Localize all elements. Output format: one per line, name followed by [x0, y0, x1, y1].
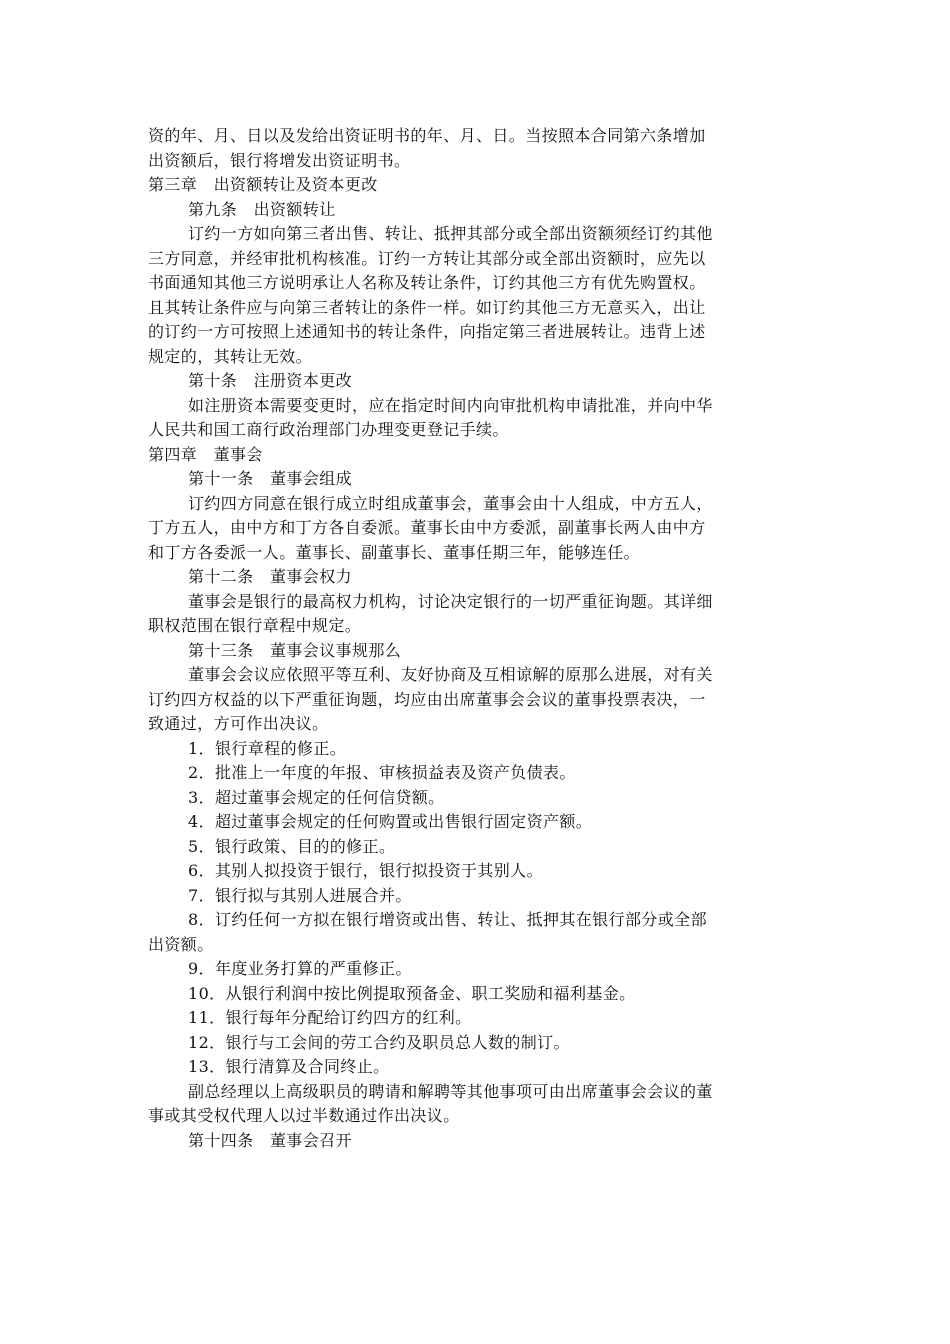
text-line: 和丁方各委派一人。董事长、副董事长、董事任期三年，能够连任。	[148, 542, 641, 562]
list-item: 4．超过董事会规定的任何购置或出售银行固定资产额。	[188, 812, 593, 831]
article-heading: 第十条 注册资本更改	[188, 371, 353, 390]
text-line: 董事会会议应依照平等互利、友好协商及互相谅解的原那么进展，对有关	[188, 665, 713, 684]
article-heading: 第十三条 董事会议事规那么	[188, 640, 402, 660]
list-item: 3．超过董事会规定的任何信贷额。	[188, 787, 445, 807]
list-item: 1．银行章程的修正。	[188, 738, 347, 758]
text-line: 且其转让条件应与向第三者转让的条件一样。如订约其他三方无意买入，出让	[148, 297, 706, 317]
text-line: 致通过，方可作出决议。	[148, 714, 329, 733]
list-item: 13．银行清算及合同终止。	[188, 1057, 390, 1076]
text-line: 的订约一方可按照上述通知书的转让条件，向指定第三者进展转让。违背上述	[148, 322, 706, 341]
text-line: 丁方五人，由中方和丁方各自委派。董事长由中方委派，副董事长两人由中方	[148, 518, 706, 537]
text-line: 人民共和国工商行政治理部门办理变更登记手续。	[148, 420, 509, 439]
text-line: 如注册资本需要变更时，应在指定时间内向审批机构申请批准，并向中华	[188, 395, 713, 415]
article-heading: 第十二条 董事会权力	[188, 567, 353, 586]
list-item: 6．其别人拟投资于银行，银行拟投资于其别人。	[188, 861, 543, 880]
chapter-heading: 第四章 董事会	[148, 444, 263, 464]
list-item: 7．银行拟与其别人进展合并。	[188, 885, 412, 905]
text-line: 订约四方权益的以下严重征询题，均应由出席董事会会议的董事投票表决，一	[148, 689, 706, 709]
article-heading: 第十一条 董事会组成	[188, 469, 353, 488]
text-line: 出资额后，银行将增发出资证明书。	[148, 150, 411, 170]
article-heading: 第十四条 董事会召开	[188, 1130, 353, 1150]
list-item: 5．银行政策、目的的修正。	[188, 836, 396, 856]
text-line: 副总经理以上高级职员的聘请和解聘等其他事项可由出席董事会会议的董	[188, 1081, 713, 1101]
text-line: 董事会是银行的最高权力机构，讨论决定银行的一切严重征询题。其详细	[188, 591, 713, 611]
document-page	[148, 124, 803, 1153]
text-line: 资的年、月、日以及发给出资证明书的年、月、日。当按照本合同第六条增加	[148, 126, 706, 145]
text-line: 出资额。	[148, 934, 214, 954]
list-item: 11．银行每年分配给订约四方的红利。	[188, 1008, 472, 1027]
list-item: 8．订约任何一方拟在银行增资或出售、转让、抵押其在银行部分或全部	[188, 910, 707, 929]
text-line: 三方同意，并经审批机构核准。订约一方转让其部分或全部出资额时，应先以	[148, 248, 706, 268]
text-line: 书面通知其他三方说明承让人名称及转让条件，订约其他三方有优先购置权。	[148, 273, 706, 292]
chapter-heading: 第三章 出资额转让及资本更改	[148, 175, 378, 194]
list-item: 2．批准上一年度的年报、审核损益表及资产负债表。	[188, 763, 576, 782]
text-line: 订约四方同意在银行成立时组成董事会，董事会由十人组成，中方五人，	[188, 493, 713, 513]
list-item: 10．从银行利润中按比例提取预备金、职工奖励和福利基金。	[188, 983, 636, 1003]
text-line: 职权范围在银行章程中规定。	[148, 616, 362, 635]
list-item: 12．银行与工会间的劳工合约及职员总人数的制订。	[188, 1032, 570, 1052]
list-item: 9．年度业务打算的严重修正。	[188, 959, 412, 978]
text-line: 订约一方如向第三者出售、转让、抵押其部分或全部出资额须经订约其他	[188, 224, 713, 243]
text-line: 规定的，其转让无效。	[148, 346, 313, 366]
article-heading: 第九条 出资额转让	[188, 199, 336, 219]
text-line: 事或其受权代理人以过半数通过作出决议。	[148, 1106, 460, 1125]
